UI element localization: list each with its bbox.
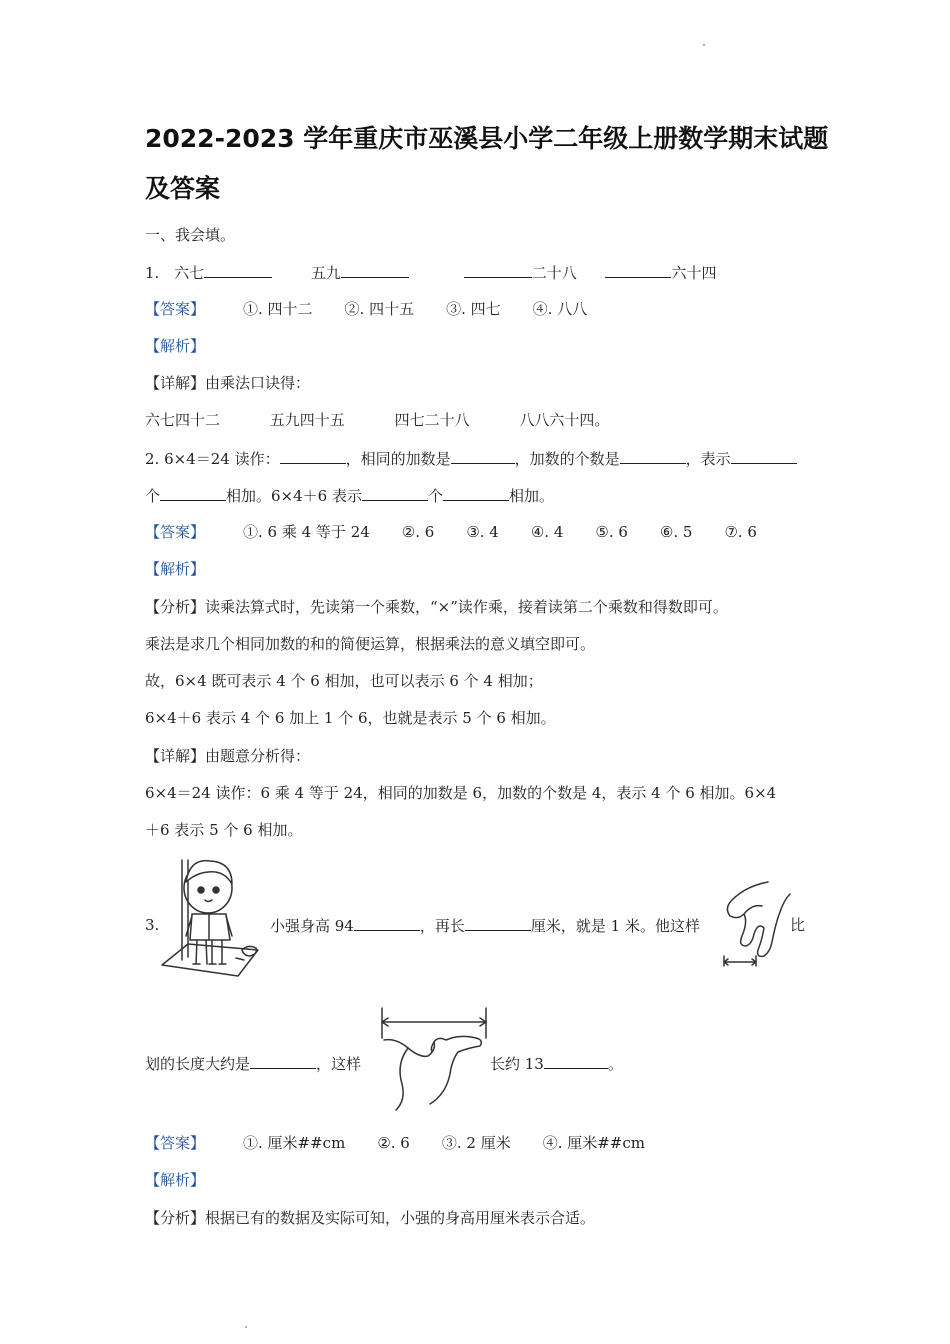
analysis-tag: 【解析】 — [145, 560, 206, 578]
q2-text: 相加。6×4＋6 表示 — [226, 487, 362, 505]
q2-analysis-line: 6×4＋6 表示 4 个 6 加上 1 个 6，也就是表示 5 个 6 相加。 — [145, 709, 556, 727]
answer-blank — [250, 1053, 316, 1069]
answer-blank — [605, 262, 671, 278]
q1-part: 二十八 — [531, 264, 577, 282]
answer-blank — [160, 485, 226, 501]
q3-text: 划的长度大约是 — [145, 1055, 251, 1073]
q1-answer-row — [145, 299, 619, 319]
q1-results — [145, 410, 609, 430]
fenxi-text: 读乘法算式时，先读第一个乘数，“×”读作乘，接着读第二个乘数和得数即可。 — [205, 598, 728, 616]
answer-blank — [354, 915, 420, 931]
result-item: 八八六十四。 — [519, 411, 610, 429]
q2-analysis-line: 故，6×4 既可表示 4 个 6 相加，也可以表示 6 个 4 相加； — [145, 672, 543, 690]
answer-blank — [443, 485, 509, 501]
fenxi-text: 根据已有的数据及实际可知，小强的身高用厘米表示合适。 — [205, 1209, 596, 1227]
answer-item: ②. 四十五 — [344, 300, 415, 318]
answer-item: ①. 6 乘 4 等于 24 — [243, 523, 370, 541]
question-1 — [145, 262, 717, 283]
question-3-line2 — [145, 1053, 361, 1074]
q2-analysis-line: 乘法是求几个相同加数的和的简便运算，根据乘法的意义填空即可。 — [145, 635, 596, 653]
analysis-tag: 【解析】 — [145, 337, 206, 355]
answer-tag: 【答案】 — [145, 523, 206, 541]
question-3-line2-after — [490, 1053, 623, 1074]
answer-item: ③. 2 厘米 — [441, 1134, 511, 1152]
result-item: 五九四十五 — [269, 411, 345, 429]
answer-blank — [465, 915, 531, 931]
question-3-line1 — [270, 915, 700, 936]
answer-item: ⑤. 6 — [595, 523, 628, 541]
q3-text: ，这样 — [316, 1055, 362, 1073]
answer-blank — [362, 485, 428, 501]
answer-blank — [204, 262, 272, 278]
detail-text: 由题意分析得： — [205, 747, 311, 765]
footer-mark — [245, 1326, 247, 1328]
answer-blank — [620, 448, 686, 464]
q1-detail — [145, 373, 310, 393]
analysis-tag: 【解析】 — [145, 1171, 206, 1189]
answer-item: ⑥. 5 — [659, 523, 693, 541]
question-2-line2 — [145, 485, 554, 506]
hand-span-illustration — [376, 1004, 492, 1112]
q1-part: 六七 — [174, 264, 205, 282]
question-2-line1 — [145, 448, 797, 469]
answer-item: ②. 6 — [401, 523, 435, 541]
answer-blank — [341, 262, 409, 278]
answer-item: ④. 厘米##cm — [542, 1134, 646, 1152]
result-item: 六七四十二 — [145, 411, 221, 429]
answer-item: ②. 6 — [377, 1134, 410, 1152]
finger-gap-illustration — [718, 878, 792, 968]
answer-item: ④. 4 — [530, 523, 564, 541]
answer-blank — [280, 448, 346, 464]
answer-item: ⑦. 6 — [724, 523, 757, 541]
q2-fenxi — [145, 597, 728, 617]
q3-text: ，再长 — [419, 917, 465, 935]
question-3-number: 3. — [145, 916, 160, 934]
q2-text: ，表示 — [685, 450, 731, 468]
q1-part: 五九 — [310, 264, 341, 282]
q2-text: 2. 6×4＝24 读作： — [145, 450, 280, 468]
fenxi-tag: 【分析】 — [145, 1209, 206, 1227]
q2-answer-row — [145, 522, 757, 542]
detail-tag: 【详解】 — [145, 374, 206, 392]
doc-title-line1: 2022-2023 学年重庆市巫溪县小学二年级上册数学期末试题 — [145, 124, 829, 153]
q3-line1-end: 比 — [790, 916, 806, 934]
doc-title-line2: 及答案 — [145, 174, 221, 203]
answer-item: ①. 四十二 — [243, 300, 313, 318]
q2-text: 个 — [145, 487, 161, 505]
q1-part: 六十四 — [671, 264, 717, 282]
answer-blank — [731, 448, 797, 464]
q3-fenxi — [145, 1208, 595, 1228]
answer-item: ④. 八八 — [532, 300, 588, 318]
q3-text: 厘米，就是 1 米。他这样 — [530, 917, 700, 935]
q2-text: 相加。 — [509, 487, 555, 505]
q2-text: 个 — [427, 487, 443, 505]
q3-text: 。 — [607, 1055, 623, 1073]
q2-detail-line: ＋6 表示 5 个 6 相加。 — [145, 821, 303, 839]
detail-tag: 【详解】 — [145, 747, 206, 765]
detail-text: 由乘法口诀得： — [205, 374, 311, 392]
answer-item: ③. 四七 — [446, 300, 501, 318]
question-number: 1. — [145, 264, 160, 282]
answer-blank — [464, 262, 532, 278]
answer-item: ③. 4 — [466, 523, 499, 541]
q2-detail-line: 6×4＝24 读作：6 乘 4 等于 24，相同的加数是 6，加数的个数是 4，表示 4 个 6 相加。6×4 — [145, 784, 777, 802]
q3-answer-row — [145, 1133, 677, 1153]
answer-item: ①. 厘米##cm — [243, 1134, 346, 1152]
q2-text: ，加数的个数是 — [514, 450, 620, 468]
answer-tag: 【答案】 — [145, 300, 206, 318]
corner-mark — [703, 44, 705, 46]
answer-blank — [451, 448, 515, 464]
boy-measuring-height-illustration — [160, 852, 270, 984]
result-item: 四七二十八 — [394, 411, 470, 429]
section-heading: 一、我会填。 — [145, 226, 236, 244]
fenxi-tag: 【分析】 — [145, 598, 206, 616]
q2-detail — [145, 746, 310, 766]
q2-text: ，相同的加数是 — [345, 450, 451, 468]
q3-text: 小强身高 94 — [270, 917, 354, 935]
answer-tag: 【答案】 — [145, 1134, 206, 1152]
answer-blank — [544, 1053, 608, 1069]
q3-text: 长约 13 — [490, 1055, 544, 1073]
